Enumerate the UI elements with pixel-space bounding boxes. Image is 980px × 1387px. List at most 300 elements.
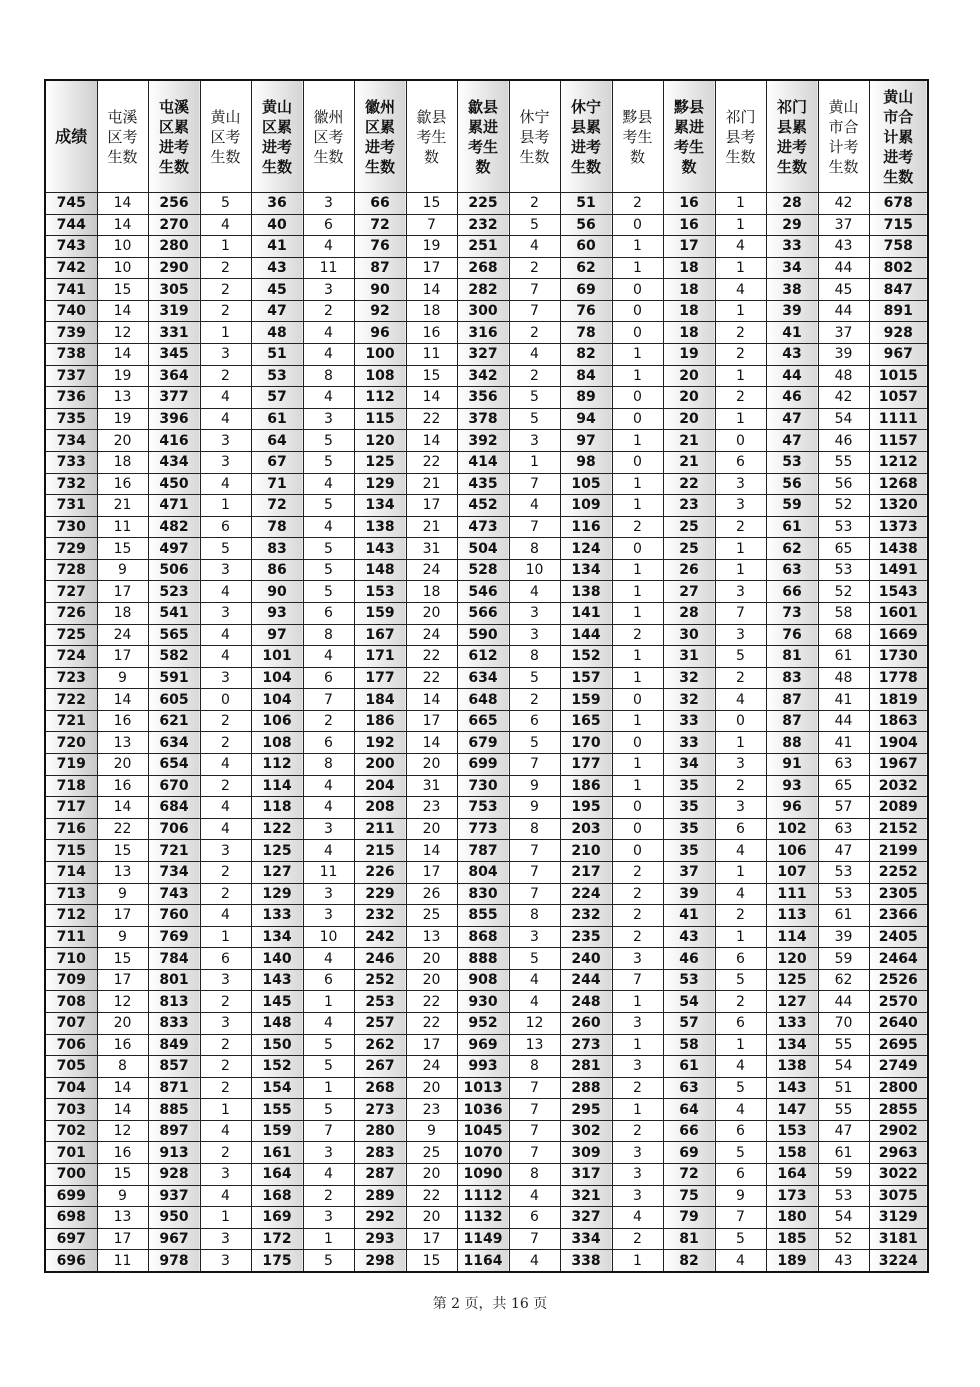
cumulative-cell: 1967: [869, 754, 928, 776]
cumulative-cell: 338: [560, 1250, 612, 1273]
count-cell: 20: [97, 1012, 148, 1034]
score-cell: 731: [45, 495, 97, 517]
cumulative-cell: 92: [354, 300, 406, 322]
cumulative-cell: 47: [766, 408, 818, 430]
score-cell: 696: [45, 1250, 97, 1273]
count-cell: 4: [200, 797, 251, 819]
cumulative-cell: 32: [663, 667, 715, 689]
score-cell: 724: [45, 646, 97, 668]
count-cell: 3: [715, 754, 766, 776]
cumulative-cell: 282: [457, 279, 509, 301]
cumulative-cell: 78: [560, 322, 612, 344]
count-cell: 3: [612, 1142, 663, 1164]
cumulative-cell: 950: [148, 1207, 200, 1229]
count-cell: 4: [303, 797, 354, 819]
count-cell: 37: [818, 322, 869, 344]
count-cell: 4: [303, 775, 354, 797]
count-cell: 0: [612, 279, 663, 301]
count-cell: 54: [818, 408, 869, 430]
column-header-label: 祁门县考生数: [725, 107, 756, 166]
count-cell: 5: [715, 1077, 766, 1099]
count-cell: 1: [303, 1228, 354, 1250]
table-row: [45, 1034, 928, 1056]
cumulative-cell: 17: [663, 236, 715, 258]
cumulative-cell: 33: [766, 236, 818, 258]
count-cell: 5: [200, 193, 251, 215]
cumulative-cell: 87: [354, 257, 406, 279]
column-header: [869, 80, 928, 193]
column-header-label: 黄山市合计考生数: [828, 97, 859, 176]
cumulative-cell: 90: [354, 279, 406, 301]
table-row: [45, 581, 928, 603]
count-cell: 22: [406, 451, 457, 473]
cumulative-cell: 63: [766, 559, 818, 581]
count-cell: 43: [818, 1250, 869, 1273]
cumulative-cell: 654: [148, 754, 200, 776]
count-cell: 15: [406, 193, 457, 215]
count-cell: 1: [612, 1250, 663, 1273]
count-cell: 4: [200, 214, 251, 236]
score-cell: 719: [45, 754, 97, 776]
count-cell: 65: [818, 538, 869, 560]
cumulative-cell: 1212: [869, 451, 928, 473]
count-cell: 53: [818, 1185, 869, 1207]
cumulative-cell: 66: [663, 1120, 715, 1142]
count-cell: 4: [715, 1099, 766, 1121]
cumulative-cell: 18: [663, 300, 715, 322]
cumulative-cell: 21: [663, 451, 715, 473]
count-cell: 21: [406, 473, 457, 495]
table-row: [45, 516, 928, 538]
table-row: [45, 1012, 928, 1034]
count-cell: 1: [612, 559, 663, 581]
cumulative-cell: 293: [354, 1228, 406, 1250]
count-cell: 2: [303, 1185, 354, 1207]
count-cell: 8: [509, 1056, 560, 1078]
count-cell: 8: [509, 818, 560, 840]
count-cell: 4: [200, 905, 251, 927]
cumulative-cell: 53: [663, 969, 715, 991]
table-row: [45, 1250, 928, 1273]
cumulative-cell: 928: [869, 322, 928, 344]
count-cell: 4: [200, 1120, 251, 1142]
cumulative-cell: 120: [354, 430, 406, 452]
cumulative-cell: 195: [560, 797, 612, 819]
count-cell: 1: [715, 408, 766, 430]
table-row: [45, 236, 928, 258]
cumulative-cell: 96: [766, 797, 818, 819]
cumulative-cell: 37: [663, 861, 715, 883]
count-cell: 14: [97, 214, 148, 236]
count-cell: 4: [200, 646, 251, 668]
cumulative-cell: 2800: [869, 1077, 928, 1099]
column-header-score: [45, 80, 97, 193]
cumulative-cell: 125: [251, 840, 303, 862]
score-cell: 700: [45, 1164, 97, 1186]
cumulative-cell: 88: [766, 732, 818, 754]
cumulative-cell: 78: [251, 516, 303, 538]
count-cell: 3: [303, 279, 354, 301]
table-row: [45, 775, 928, 797]
count-cell: 9: [97, 559, 148, 581]
cumulative-cell: 184: [354, 689, 406, 711]
score-cell: 727: [45, 581, 97, 603]
column-header: [509, 80, 560, 193]
cumulative-cell: 51: [251, 344, 303, 366]
count-cell: 7: [509, 1077, 560, 1099]
cumulative-cell: 885: [148, 1099, 200, 1121]
count-cell: 2: [200, 1077, 251, 1099]
cumulative-cell: 208: [354, 797, 406, 819]
count-cell: 11: [97, 1250, 148, 1273]
count-cell: 2: [200, 1056, 251, 1078]
cumulative-cell: 235: [560, 926, 612, 948]
count-cell: 1: [612, 581, 663, 603]
cumulative-cell: 34: [663, 754, 715, 776]
cumulative-cell: 1320: [869, 495, 928, 517]
count-cell: 43: [818, 236, 869, 258]
cumulative-cell: 1111: [869, 408, 928, 430]
cumulative-cell: 612: [457, 646, 509, 668]
column-header: [663, 80, 715, 193]
count-cell: 14: [97, 1077, 148, 1099]
cumulative-cell: 634: [457, 667, 509, 689]
count-cell: 4: [200, 818, 251, 840]
cumulative-cell: 364: [148, 365, 200, 387]
score-cell: 716: [45, 818, 97, 840]
column-header-label: 徽州区累进考生数: [364, 97, 395, 176]
cumulative-cell: 232: [354, 905, 406, 927]
cumulative-cell: 76: [560, 300, 612, 322]
count-cell: 16: [97, 710, 148, 732]
cumulative-cell: 81: [663, 1228, 715, 1250]
cumulative-cell: 20: [663, 387, 715, 409]
score-cell: 718: [45, 775, 97, 797]
count-cell: 1: [303, 1077, 354, 1099]
cumulative-cell: 523: [148, 581, 200, 603]
cumulative-cell: 591: [148, 667, 200, 689]
cumulative-cell: 967: [869, 344, 928, 366]
table-row: [45, 1099, 928, 1121]
count-cell: 63: [818, 754, 869, 776]
count-cell: 5: [303, 559, 354, 581]
cumulative-cell: 93: [766, 775, 818, 797]
cumulative-cell: 108: [251, 732, 303, 754]
count-cell: 0: [715, 710, 766, 732]
cumulative-cell: 120: [766, 948, 818, 970]
cumulative-cell: 106: [766, 840, 818, 862]
score-cell: 699: [45, 1185, 97, 1207]
table-row: [45, 1077, 928, 1099]
count-cell: 1: [612, 775, 663, 797]
count-cell: 15: [406, 1250, 457, 1273]
table-row: [45, 1056, 928, 1078]
score-cell: 745: [45, 193, 97, 215]
cumulative-cell: 144: [560, 624, 612, 646]
count-cell: 23: [406, 1099, 457, 1121]
count-cell: 18: [97, 451, 148, 473]
cumulative-cell: 30: [663, 624, 715, 646]
cumulative-cell: 153: [354, 581, 406, 603]
table-row: [45, 1142, 928, 1164]
cumulative-cell: 3129: [869, 1207, 928, 1229]
cumulative-cell: 244: [560, 969, 612, 991]
cumulative-cell: 967: [148, 1228, 200, 1250]
count-cell: 13: [97, 387, 148, 409]
score-cell: 744: [45, 214, 97, 236]
cumulative-cell: 157: [560, 667, 612, 689]
table-row: [45, 257, 928, 279]
count-cell: 4: [303, 344, 354, 366]
count-cell: 17: [97, 581, 148, 603]
table-row: [45, 883, 928, 905]
count-cell: 20: [97, 754, 148, 776]
count-cell: 1: [612, 710, 663, 732]
cumulative-cell: 300: [457, 300, 509, 322]
count-cell: 2: [715, 344, 766, 366]
cumulative-cell: 665: [457, 710, 509, 732]
cumulative-cell: 232: [457, 214, 509, 236]
cumulative-cell: 33: [663, 710, 715, 732]
count-cell: 7: [509, 1099, 560, 1121]
cumulative-cell: 226: [354, 861, 406, 883]
count-cell: 6: [303, 214, 354, 236]
count-cell: 20: [406, 1207, 457, 1229]
table-row: [45, 969, 928, 991]
column-header-label: 休宁县累进考生数: [570, 97, 601, 176]
count-cell: 14: [97, 344, 148, 366]
count-cell: 25: [406, 1142, 457, 1164]
score-cell: 729: [45, 538, 97, 560]
cumulative-cell: 242: [354, 926, 406, 948]
cumulative-cell: 97: [251, 624, 303, 646]
cumulative-cell: 56: [766, 473, 818, 495]
count-cell: 13: [509, 1034, 560, 1056]
count-cell: 3: [612, 1185, 663, 1207]
cumulative-cell: 928: [148, 1164, 200, 1186]
count-cell: 15: [97, 840, 148, 862]
cumulative-cell: 41: [251, 236, 303, 258]
table-row: [45, 473, 928, 495]
cumulative-cell: 3022: [869, 1164, 928, 1186]
cumulative-cell: 56: [560, 214, 612, 236]
count-cell: 1: [612, 667, 663, 689]
cumulative-cell: 546: [457, 581, 509, 603]
cumulative-cell: 913: [148, 1142, 200, 1164]
count-cell: 2: [200, 1034, 251, 1056]
cumulative-cell: 1819: [869, 689, 928, 711]
cumulative-cell: 19: [663, 344, 715, 366]
cumulative-cell: 1157: [869, 430, 928, 452]
cumulative-cell: 167: [354, 624, 406, 646]
count-cell: 9: [509, 775, 560, 797]
count-cell: 2: [612, 861, 663, 883]
table-row: [45, 602, 928, 624]
score-cell: 704: [45, 1077, 97, 1099]
table-row: [45, 797, 928, 819]
cumulative-cell: 61: [766, 516, 818, 538]
count-cell: 5: [715, 969, 766, 991]
cumulative-cell: 152: [560, 646, 612, 668]
count-cell: 1: [612, 1034, 663, 1056]
count-cell: 3: [200, 451, 251, 473]
cumulative-cell: 773: [457, 818, 509, 840]
count-cell: 17: [406, 495, 457, 517]
cumulative-cell: 302: [560, 1120, 612, 1142]
count-cell: 7: [509, 516, 560, 538]
cumulative-cell: 159: [354, 602, 406, 624]
count-cell: 1: [509, 451, 560, 473]
cumulative-cell: 61: [251, 408, 303, 430]
cumulative-cell: 67: [251, 451, 303, 473]
cumulative-cell: 143: [251, 969, 303, 991]
count-cell: 13: [97, 1207, 148, 1229]
count-cell: 7: [509, 279, 560, 301]
cumulative-cell: 113: [766, 905, 818, 927]
count-cell: 4: [303, 1012, 354, 1034]
count-cell: 41: [818, 732, 869, 754]
score-cell: 735: [45, 408, 97, 430]
cumulative-cell: 127: [766, 991, 818, 1013]
count-cell: 2: [200, 710, 251, 732]
count-cell: 68: [818, 624, 869, 646]
cumulative-cell: 288: [560, 1077, 612, 1099]
cumulative-cell: 186: [560, 775, 612, 797]
count-cell: 9: [97, 883, 148, 905]
table-row: [45, 689, 928, 711]
cumulative-cell: 2152: [869, 818, 928, 840]
score-cell: 740: [45, 300, 97, 322]
count-cell: 70: [818, 1012, 869, 1034]
cumulative-cell: 240: [560, 948, 612, 970]
count-cell: 47: [818, 840, 869, 862]
cumulative-cell: 83: [251, 538, 303, 560]
cumulative-cell: 150: [251, 1034, 303, 1056]
cumulative-cell: 58: [663, 1034, 715, 1056]
cumulative-cell: 908: [457, 969, 509, 991]
table-row: [45, 732, 928, 754]
cumulative-cell: 830: [457, 883, 509, 905]
cumulative-cell: 2199: [869, 840, 928, 862]
cumulative-cell: 51: [560, 193, 612, 215]
count-cell: 37: [818, 214, 869, 236]
count-cell: 2: [509, 365, 560, 387]
cumulative-cell: 319: [148, 300, 200, 322]
cumulative-cell: 91: [766, 754, 818, 776]
cumulative-cell: 101: [251, 646, 303, 668]
count-cell: 52: [818, 495, 869, 517]
cumulative-cell: 180: [766, 1207, 818, 1229]
count-cell: 1: [715, 1034, 766, 1056]
count-cell: 5: [303, 1034, 354, 1056]
cumulative-cell: 280: [354, 1120, 406, 1142]
count-cell: 4: [509, 969, 560, 991]
score-distribution-table: [44, 79, 929, 1273]
count-cell: 3: [200, 430, 251, 452]
cumulative-cell: 2855: [869, 1099, 928, 1121]
count-cell: 7: [509, 300, 560, 322]
count-cell: 3: [303, 905, 354, 927]
count-cell: 4: [509, 1250, 560, 1273]
count-cell: 7: [509, 473, 560, 495]
count-cell: 4: [509, 236, 560, 258]
cumulative-cell: 200: [354, 754, 406, 776]
cumulative-cell: 204: [354, 775, 406, 797]
count-cell: 17: [406, 861, 457, 883]
cumulative-cell: 295: [560, 1099, 612, 1121]
count-cell: 3: [509, 602, 560, 624]
table-row: [45, 387, 928, 409]
count-cell: 7: [715, 1207, 766, 1229]
score-cell: 733: [45, 451, 97, 473]
score-cell: 736: [45, 387, 97, 409]
cumulative-cell: 172: [251, 1228, 303, 1250]
cumulative-cell: 2570: [869, 991, 928, 1013]
count-cell: 1: [612, 1099, 663, 1121]
score-cell: 725: [45, 624, 97, 646]
table-row: [45, 1185, 928, 1207]
count-cell: 4: [715, 236, 766, 258]
cumulative-cell: 273: [354, 1099, 406, 1121]
cumulative-cell: 3181: [869, 1228, 928, 1250]
count-cell: 2: [715, 905, 766, 927]
cumulative-cell: 35: [663, 797, 715, 819]
count-cell: 19: [97, 365, 148, 387]
cumulative-cell: 253: [354, 991, 406, 1013]
cumulative-cell: 345: [148, 344, 200, 366]
cumulative-cell: 2366: [869, 905, 928, 927]
count-cell: 4: [509, 344, 560, 366]
count-cell: 1: [200, 322, 251, 344]
count-cell: 2: [509, 322, 560, 344]
cumulative-cell: 21: [663, 430, 715, 452]
cumulative-cell: 215: [354, 840, 406, 862]
cumulative-cell: 210: [560, 840, 612, 862]
count-cell: 5: [200, 538, 251, 560]
count-cell: 3: [200, 969, 251, 991]
count-cell: 14: [406, 430, 457, 452]
cumulative-cell: 138: [560, 581, 612, 603]
cumulative-cell: 38: [766, 279, 818, 301]
count-cell: 14: [97, 797, 148, 819]
cumulative-cell: 40: [251, 214, 303, 236]
cumulative-cell: 327: [457, 344, 509, 366]
cumulative-cell: 62: [766, 538, 818, 560]
count-cell: 14: [406, 689, 457, 711]
count-cell: 6: [715, 818, 766, 840]
cumulative-cell: 148: [354, 559, 406, 581]
count-cell: 3: [303, 1142, 354, 1164]
count-cell: 1: [612, 430, 663, 452]
count-cell: 17: [97, 969, 148, 991]
cumulative-cell: 229: [354, 883, 406, 905]
column-header-label: 成绩: [55, 126, 88, 146]
cumulative-cell: 290: [148, 257, 200, 279]
count-cell: 4: [612, 1207, 663, 1229]
cumulative-cell: 134: [354, 495, 406, 517]
count-cell: 0: [612, 797, 663, 819]
count-cell: 9: [97, 667, 148, 689]
count-cell: 6: [715, 451, 766, 473]
count-cell: 0: [612, 214, 663, 236]
count-cell: 20: [406, 754, 457, 776]
count-cell: 17: [97, 905, 148, 927]
score-cell: 710: [45, 948, 97, 970]
cumulative-cell: 169: [251, 1207, 303, 1229]
column-header-label: 黄山区累进考生数: [261, 97, 292, 176]
count-cell: 10: [303, 926, 354, 948]
count-cell: 54: [818, 1207, 869, 1229]
